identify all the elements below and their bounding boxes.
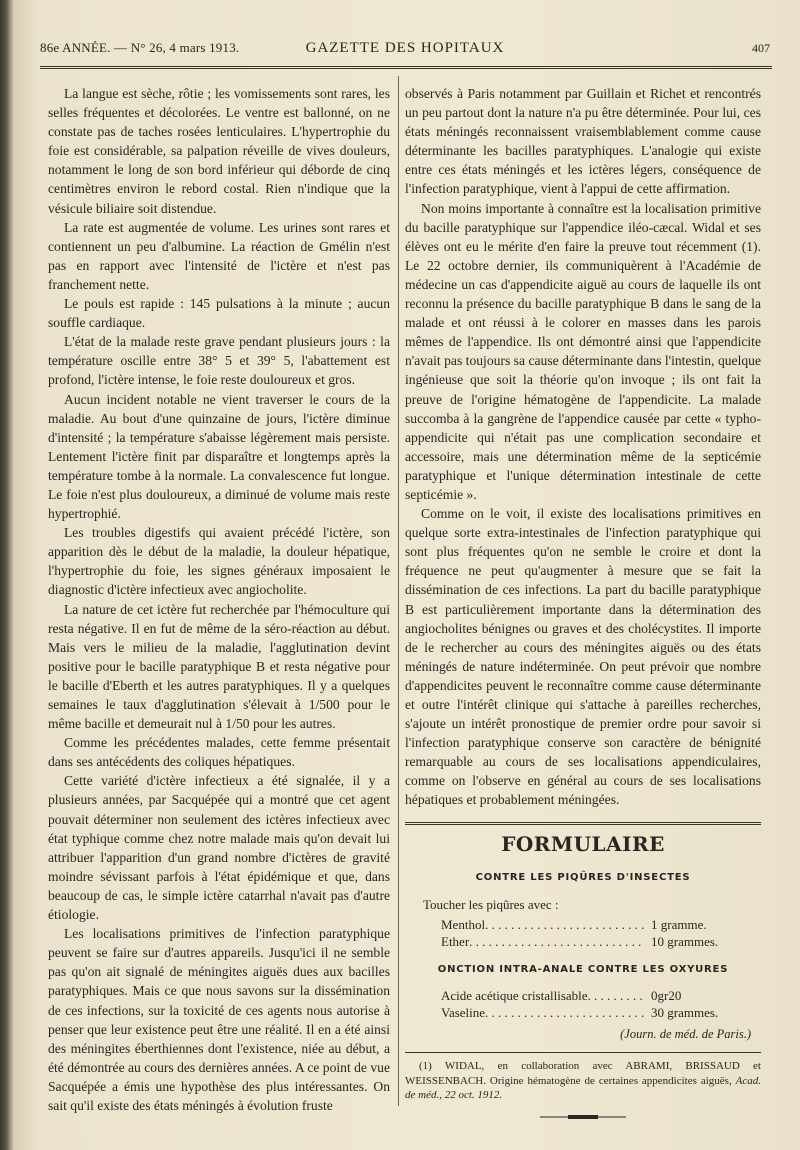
leader-dots — [485, 1004, 645, 1021]
paragraph: Le pouls est rapide : 145 pulsations à la minute ; aucun souffle cardiaque. — [48, 296, 390, 331]
prescription-line — [441, 1004, 761, 1021]
paragraph: Cette variété d'ictère infectieux a été signalée, il y a plusieurs années, par Sacquépée qui a montré que cet agent pouvait déterminer non seulement des ictères infectieux avec état typhique comme chez notre malade mais qu'on devait lui attribuer l'apparition d'un grand nombre d'ictères de gravité moindre sévissant parfois à l'état épidémique et que, dans beaucoup de cas, le simple ictère catarrhal n'avait pas d'autre étiologie. — [48, 773, 390, 923]
section-title: ONCTION INTRA-ANALE CONTRE LES OXYURES — [437, 963, 729, 975]
ingredient-quantity: 0gr20 — [651, 987, 682, 1003]
leader-dots — [588, 987, 645, 1004]
prescription-line — [441, 933, 761, 950]
section-title: CONTRE LES PIQÛRES D'INSECTES — [475, 871, 691, 883]
ingredient-name: Ether — [441, 933, 470, 949]
leader-dots — [469, 933, 645, 950]
ingredient-name: Vaseline — [441, 1004, 486, 1020]
footnote-citation: Acad. de méd., 22 oct. 1912. — [405, 1074, 762, 1102]
footnote-rule — [405, 1052, 761, 1053]
column-divider — [398, 76, 399, 1106]
paragraph: Les localisations primitives de l'infection paratyphique peuvent se faire sur d'autres appareils. Jusqu'ici il ne semble pas qu'on ait signalé de méningites aiguës dues aux bacilles paratyphiques. Mais ce que nous savons sur la dissémination de ces infections, sur la toxicité de ces agents nous autorise à penser que leur existence peut être une réalité. Il en a été ainsi des méningites éberthiennes dont l'existence, niée au début, a été démontrée au cours des dernières années. A ce point de vue Sacquépée a émis une hypothèse des plus intéressantes. On sait qu'il existe des états méningés à évolution fruste — [48, 926, 390, 1113]
paragraph: La rate est augmentée de volume. Les urines sont rares et contiennent un peu d'albumine. La réaction de Gmélin n'est pas en rapport avec l'intensité de l'ictère et n'est pas franchement nette. — [48, 219, 390, 292]
section-rule — [405, 822, 761, 825]
source-citation: (Journ. de méd. de Paris.) — [620, 1026, 751, 1041]
journal-title: GAZETTE DES HOPITAUX — [305, 40, 505, 56]
page-number: 407 — [752, 41, 770, 55]
issue-line: 86e ANNÉE. — N° 26, 4 mars 1913. — [40, 40, 240, 55]
footnote-marker: (1) — [419, 1060, 432, 1073]
left-column — [48, 84, 390, 1115]
paragraph: Comme les précédentes malades, cette femme présentait dans ses antécédents des coliques hépatiques. — [48, 735, 390, 770]
ornament-icon — [538, 1113, 628, 1121]
paragraph: La langue est sèche, rôtie ; les vomissements sont rares, les selles fréquentes et décolorées. Le ventre est ballonné, on ne constate pas de taches rosées lenticulaires. L'hypertrophie du foie est considérable, sa palpation réveille de vives douleurs, notamment le long de son bord inférieur qui déborde de cinq centimètres environ le rebord costal. Rien n'indique que la vésicule biliaire soit distendue. — [48, 86, 390, 216]
page-header — [40, 40, 770, 64]
ingredient-quantity: 1 gramme. — [651, 916, 707, 932]
paragraph: Aucun incident notable ne vient traverser le cours de la maladie. Au bout d'une quinzaine de jours, l'ictère diminue d'intensité ; la température s'abaisse légèrement mais persiste. Lentement l'ictère finit par disparaître et longtemps après la température tombe à la normale. La convalescence fut longue. Le foie n'est plus douloureux, a diminué de volume mais reste hypertrophié. — [48, 391, 390, 522]
footnote — [405, 1059, 761, 1103]
prescription-intro: Toucher les piqûres avec : — [423, 896, 559, 912]
paragraph: Comme on le voit, il existe des localisations primitives en quelque sorte extra-intestinales de l'infection paratyphique qui sont plus fréquentes qu'on ne semble le croire et dont la fréquence ne peut qu'augmenter à mesure que se fait la dissémination de ces infections. La part du bacille paratyphique B est particulièrement importante dans la détermination des angiocholites bénignes ou graves et des cholécystites. Il importe de le rechercher au cours des méningites aiguës ou des états méningés de nature indéterminée. On peut prévoir que nombre d'appendicites peuvent le reconnaître comme cause déterminante et outre l'intérêt clinique qui s'attache à pareilles recherches, s'ajoute un intérêt pronostique de premier ordre pour savoir si l'infection paratyphique conserve son caractère de bénignité remarquable au cours de ses localisations appendiculaires, comme on l'observe en général au cours de ses localisations hépatiques et probablement méningées. — [405, 506, 761, 808]
ingredient-name: Menthol — [441, 916, 486, 932]
ingredient-quantity: 10 grammes. — [651, 933, 719, 949]
paragraph: Non moins importante à connaître est la localisation primitive du bacille paratyphique sur l'appendice iléo-cæcal. Widal et ses élèves ont eu le mérite d'en faire la preuve tout récemment (1). Le 22 octobre dernier, ils communiquèrent à l'Académie de médecine un cas d'appendicite aiguë au cours de laquelle ils ont reconnu la présence du bacille paratyphique B dans le sang de la malade et ont réussi à le colorer en masses dans les parois mêmes de l'appendice. Ils ont démontré ainsi que l'appendicite n'avait pas toujours sa cause déterminante dans l'intestin, quelque ingénieuse que soit la théorie qu'on invoque ; ils ont fait la preuve de l'origine hématogène de l'appendicite. La malade succomba à la gangrène de l'appendice causée par cette « typho-appendicite qui n'était pas une complication secondaire et accessoire, mais une détermination même de la septicémie paratyphique et l'unique détermination intestinale de cette septicémie ». — [405, 200, 761, 502]
paragraph: L'état de la malade reste grave pendant plusieurs jours : la température oscille entre 38° 5 et 39° 5, l'abattement est profond, l'ictère intense, le foie reste douloureux et gros. — [48, 334, 390, 388]
paragraph: La nature de cet ictère fut recherchée par l'hémoculture qui resta négative. Il en fut de même de la séro-réaction au début. Mais vers le milieu de la maladie, l'agglutination devint positive pour le bacille paratyphique B et resta négative pour le bacille d'Eberth et les autres paratyphiques. Il y a quelques semaines le taux d'agglutination s'élevait à 1/500 pour le même bacille et demeurait nul à 1/50 pour les autres. — [48, 601, 390, 732]
prescription-line — [441, 987, 761, 1004]
right-column — [405, 84, 761, 1128]
paragraph: observés à Paris notamment par Guillain et Richet et rencontrés un peu partout dont la nature n'a pu être déterminée. Pour lui, ces états méningés reconnaissent vraisemblablement comme cause déterminante les bacilles paratyphiques. L'analogie qui existe entre ces états méningés et les ictères légers, conséquence de l'infection paratyphique, vient à l'appui de cette affirmation. — [405, 86, 761, 197]
leader-dots — [485, 916, 645, 933]
end-ornament — [405, 1109, 761, 1128]
ingredient-quantity: 30 grammes. — [651, 1004, 719, 1020]
paragraph: Les troubles digestifs qui avaient précédé l'ictère, son apparition dès le début de la maladie, la douleur hépatique, l'hypertrophie du foie, les signes généraux imposaient le diagnostic d'ictère infectieux avec angiocholite. — [48, 525, 390, 598]
footnote-text: WIDAL, en collaboration avec ABRAMI, BRISSAUD et WEISSENBACH. Origine hématogène de certaines appendicites aiguës, — [405, 1060, 761, 1087]
formulaire-title: FORMULAIRE — [501, 831, 665, 856]
ingredient-name: Acide acétique cristallisable — [441, 987, 588, 1003]
prescription-line — [441, 916, 761, 933]
header-rule — [40, 66, 772, 69]
